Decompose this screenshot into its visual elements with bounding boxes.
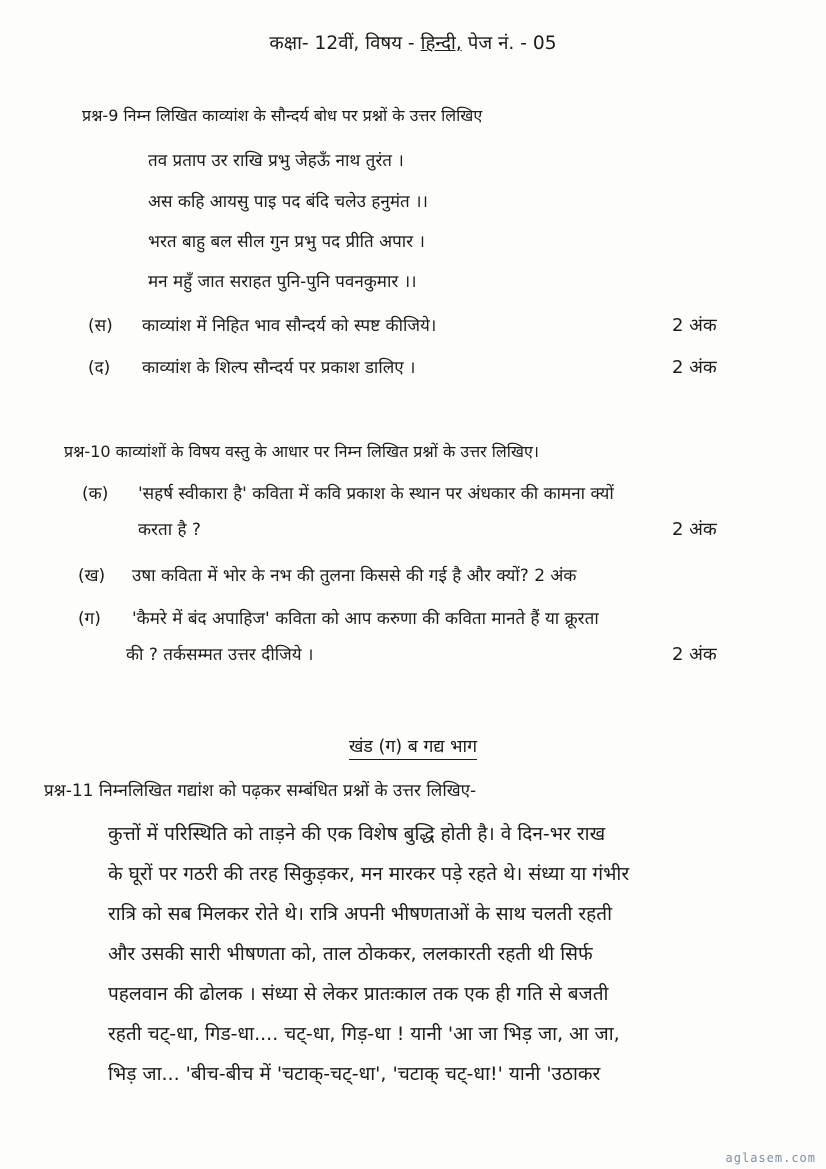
q10-part-kh <box>78 563 576 586</box>
marks-label: 2 अंक <box>672 357 717 378</box>
marks-label: 2 अंक <box>672 644 717 665</box>
q10-prompt: प्रश्न-10 काव्यांशों के विषय वस्तु के आधार पर निम्न लिखित प्रश्नों के उत्तर लिखिए। <box>64 442 539 461</box>
part-text: काव्यांश के शिल्प सौन्दर्य पर प्रकाश डालिए । <box>142 358 416 378</box>
passage-line: पहलवान की ढोलक । संध्या से लेकर प्रातःकाल तक एक ही गति से बजती <box>108 983 609 1005</box>
passage-line: कुत्तों में परिस्थिति को ताड़ने की एक विशेष बुद्धि होती है। वे दिन-भर राख <box>108 823 606 845</box>
passage-line: के घूरों पर गठरी की तरह सिकुड़कर, मन मारकर पड़े रहते थे। संध्या या गंभीर <box>108 863 630 885</box>
q9-part-d <box>88 355 416 378</box>
part-text: उषा कविता में भोर के नभ की तुलना किससे की गई है और क्यों? 2 अंक <box>132 566 577 586</box>
part-text: 'कैमरे में बंद अपाहिज' कविता को आप करुणा की कविता मानते हैं या क्रूरता <box>132 609 599 629</box>
marks-label: 2 अंक <box>672 315 717 336</box>
section-heading-text: खंड (ग) ब गद्य भाग <box>349 737 477 760</box>
part-label: (स) <box>88 316 113 336</box>
page-header <box>0 30 826 55</box>
q9-verse: अस कहि आयसु पाइ पद बंदि चलेउ हनुमंत ।। <box>148 192 428 212</box>
passage-line: रहती चट्-धा, गिड-धा.... चट्-धा, गिड़-धा ! यानी 'आ जा भिड़ जा, आ जा, <box>108 1023 620 1045</box>
q9-verse: मन महुँ जात सराहत पुनि-पुनि पवनकुमार ।। <box>148 272 417 292</box>
part-text-continued: की ? तर्कसम्मत उत्तर दीजिये । <box>126 645 314 665</box>
part-label: (ख) <box>78 566 106 586</box>
passage-line: भिड़ जा... 'बीच-बीच में 'चटाक्-चट्-धा', 'चटाक् चट्-धा!' यानी 'उठाकर <box>108 1063 601 1085</box>
part-label: (क) <box>82 484 109 504</box>
q9-part-s <box>88 313 436 336</box>
header-page-number: पेज नं. - 05 <box>467 33 557 54</box>
part-text-continued: करता है ? <box>138 520 201 540</box>
marks-label: 2 अंक <box>672 519 717 540</box>
part-label: (द) <box>88 358 111 378</box>
q10-part-k <box>82 481 614 504</box>
q9-verse: तव प्रताप उर राखि प्रभु जेहऊँ नाथ तुरंत । <box>148 151 404 171</box>
header-subject: हिन्दी, <box>420 33 462 54</box>
passage-line: रात्रि को सब मिलकर रोते थे। रात्रि अपनी भीषणताओं के साथ चलती रहती <box>108 903 613 925</box>
q9-verse: भरत बाहु बल सील गुन प्रभु पद प्रीति अपार । <box>148 232 425 252</box>
passage-line: और उसकी सारी भीषणता को, ताल ठोककर, ललकारती रहती थी सिर्फ <box>108 943 593 965</box>
part-label: (ग) <box>78 609 101 629</box>
q10-part-g <box>78 606 599 629</box>
watermark: aglasem.com <box>725 1151 816 1165</box>
q9-prompt: प्रश्न-9 निम्न लिखित काव्यांश के सौन्दर्य बोध पर प्रश्नों के उत्तर लिखिए <box>82 106 483 125</box>
part-text: काव्यांश में निहित भाव सौन्दर्य को स्पष्ट कीजिये। <box>142 316 437 336</box>
header-class: कक्षा- 12वीं, विषय - <box>269 33 415 54</box>
section-heading <box>0 734 826 758</box>
q11-prompt: प्रश्न-11 निम्नलिखित गद्यांश को पढ़कर सम्बंधित प्रश्नों के उत्तर लिखिए- <box>44 781 477 801</box>
part-text: 'सहर्ष स्वीकारा है' कविता में कवि प्रकाश के स्थान पर अंधकार की कामना क्यों <box>138 484 614 504</box>
